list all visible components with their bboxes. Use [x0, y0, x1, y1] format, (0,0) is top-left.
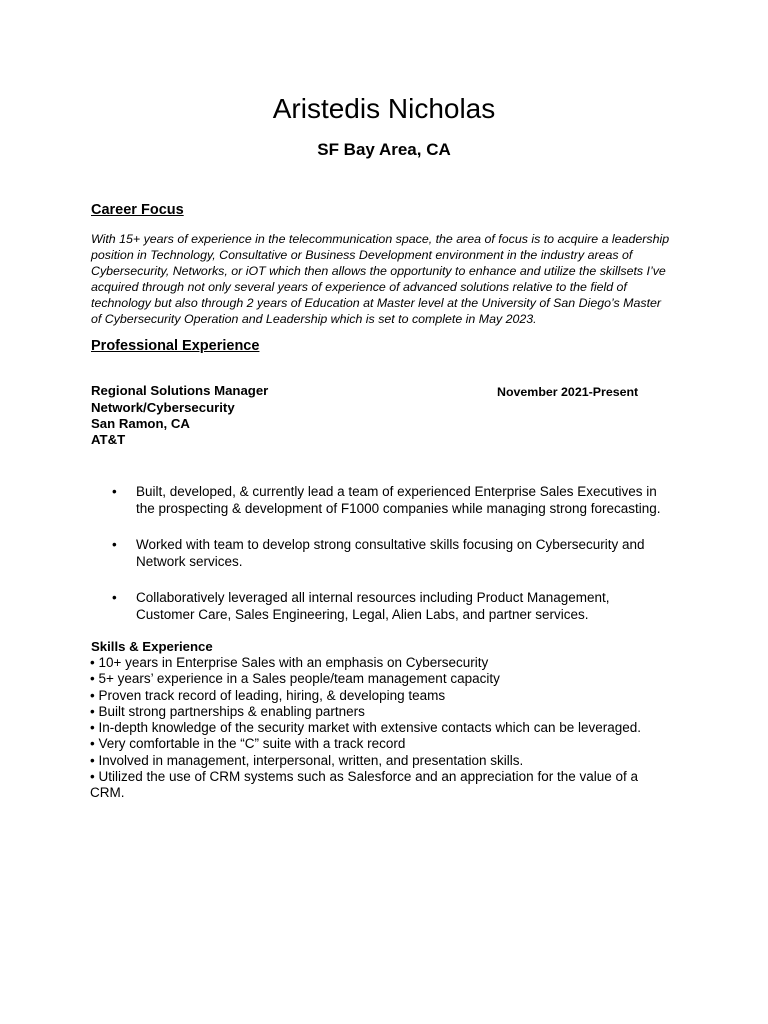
- skill-item: • 5+ years’ experience in a Sales people/team management capacity: [90, 671, 500, 687]
- career-focus-line: acquired through not only several years of experience of advanced solutions relative to the field of: [91, 280, 627, 294]
- experience-bullet: [112, 590, 712, 623]
- experience-bullet-list: [112, 484, 712, 643]
- skills-list: [90, 655, 710, 802]
- job-specialty: Network/Cybersecurity: [91, 400, 235, 415]
- bullet-line: Worked with team to develop strong consultative skills focusing on Cybersecurity and: [136, 537, 645, 552]
- skill-item: • 10+ years in Enterprise Sales with an emphasis on Cybersecurity: [90, 655, 489, 670]
- resume-name: Aristedis Nicholas: [272, 93, 496, 124]
- job-location: San Ramon, CA: [91, 416, 190, 431]
- career-focus-line: of Cybersecurity Operation and Leadership which is set to complete in May 2023.: [91, 312, 537, 326]
- career-focus-paragraph: [91, 231, 691, 327]
- skill-item: • Built strong partnerships & enabling partners: [90, 703, 365, 719]
- experience-bullet: [112, 537, 712, 570]
- job-company: AT&T: [91, 432, 126, 447]
- career-focus-line: technology but also through 2 years of Education at Master level at the University of San Diego’s Master: [91, 296, 662, 310]
- bullet-dot-icon: •: [112, 484, 117, 499]
- bullet-line: Network services.: [136, 553, 243, 569]
- skill-item: • Utilized the use of CRM systems such as Salesforce and an appreciation for the value of a: [90, 769, 639, 785]
- career-focus-line: position in Technology, Consultative or Business Development environment in the industry areas of: [91, 248, 633, 262]
- bullet-line: Collaboratively leveraged all internal resources including Product Management,: [136, 590, 610, 605]
- bullet-line: Customer Care, Sales Engineering, Legal, Alien Labs, and partner services.: [136, 606, 589, 622]
- bullet-dot-icon: •: [112, 590, 117, 605]
- career-focus-line: With 15+ years of experience in the telecommunication space, the area of focus is to acquire a leadership: [91, 232, 670, 246]
- professional-experience-heading: Professional Experience: [91, 338, 260, 354]
- job-title: Regional Solutions Manager: [91, 383, 269, 398]
- skills-heading: Skills & Experience: [91, 639, 213, 654]
- skill-item: • Proven track record of leading, hiring, & developing teams: [90, 687, 446, 703]
- skill-item: • In-depth knowledge of the security market with extensive contacts which can be leveraged.: [90, 720, 642, 736]
- skill-item: • Involved in management, interpersonal, written, and presentation skills.: [90, 752, 524, 768]
- career-focus-line: Cybersecurity, Networks, or iOT which then allows the opportunity to enhance and utilize the skillsets I’ve: [91, 264, 666, 278]
- career-focus-heading: Career Focus: [91, 202, 184, 218]
- bullet-dot-icon: •: [112, 537, 117, 552]
- job-dates: November 2021-Present: [497, 385, 639, 399]
- skill-item: • Very comfortable in the “C” suite with a track record: [90, 736, 406, 752]
- experience-bullet: [112, 484, 712, 517]
- bullet-line: the prospecting & development of F1000 companies while managing strong forecasting.: [136, 500, 661, 516]
- skill-item-continuation: CRM.: [90, 785, 125, 801]
- bullet-line: Built, developed, & currently lead a team of experienced Enterprise Sales Executives in: [136, 484, 657, 499]
- resume-location: SF Bay Area, CA: [317, 140, 451, 159]
